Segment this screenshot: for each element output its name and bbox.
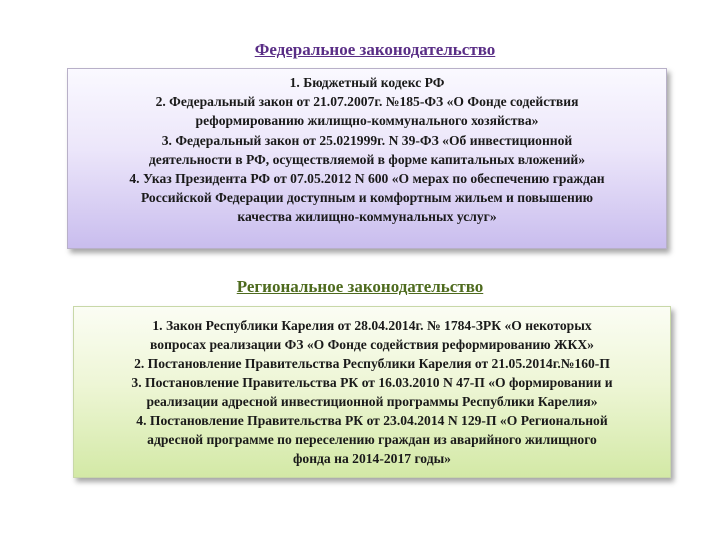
regional-legislation-heading: Региональное законодательство bbox=[236, 277, 484, 296]
federal-item-4-line-1: 4. Указ Президента РФ от 07.05.2012 N 600 «О мерах по обеспечению граждан bbox=[129, 171, 605, 186]
federal-item-2-line-1: 2. Федеральный закон от 21.07.2007г. №185-ФЗ «О Фонде содействия bbox=[155, 94, 579, 109]
regional-legislation-box bbox=[73, 306, 671, 478]
federal-item-1-line-1: 1. Бюджетный кодекс РФ bbox=[289, 75, 445, 90]
regional-item-2-line-1: 2. Постановление Правительства Республики Карелия от 21.05.2014г.№160-П bbox=[134, 356, 610, 371]
federal-item-3-line-1: 3. Федеральный закон от 25.021999г. N 39-ФЗ «Об инвестиционной bbox=[161, 133, 573, 148]
regional-item-4-line-1: 4. Постановление Правительства РК от 23.04.2014 N 129-П «О Региональной bbox=[136, 413, 608, 428]
regional-item-4-line-3: фонда на 2014-2017 годы» bbox=[293, 451, 451, 466]
federal-item-4-line-2: Российской Федерации доступным и комфортным жильем и повышению bbox=[140, 190, 594, 205]
federal-item-4-line-3: качества жилищно-коммунальных услуг» bbox=[237, 209, 497, 224]
federal-item-3-line-2: деятельности в РФ, осуществляемой в форме капитальных вложений» bbox=[148, 152, 586, 167]
federal-legislation-heading: Федеральное законодательство bbox=[254, 40, 496, 59]
regional-item-3-line-1: 3. Постановление Правительства РК от 16.03.2010 N 47-П «О формировании и bbox=[131, 375, 613, 390]
federal-legislation-box bbox=[67, 68, 667, 249]
federal-item-2-line-2: реформированию жилищно-коммунального хозяйства» bbox=[195, 113, 539, 128]
regional-item-1-line-2: вопросах реализации ФЗ «О Фонде содействия реформированию ЖКХ» bbox=[150, 337, 594, 352]
regional-item-4-line-2: адресной программе по переселению граждан из аварийного жилищного bbox=[147, 432, 597, 447]
regional-item-3-line-2: реализации адресной инвестиционной программы Республики Карелия» bbox=[146, 394, 598, 409]
regional-item-1-line-1: 1. Закон Республики Карелия от 28.04.2014г. № 1784-ЗРК «О некоторых bbox=[152, 318, 592, 333]
